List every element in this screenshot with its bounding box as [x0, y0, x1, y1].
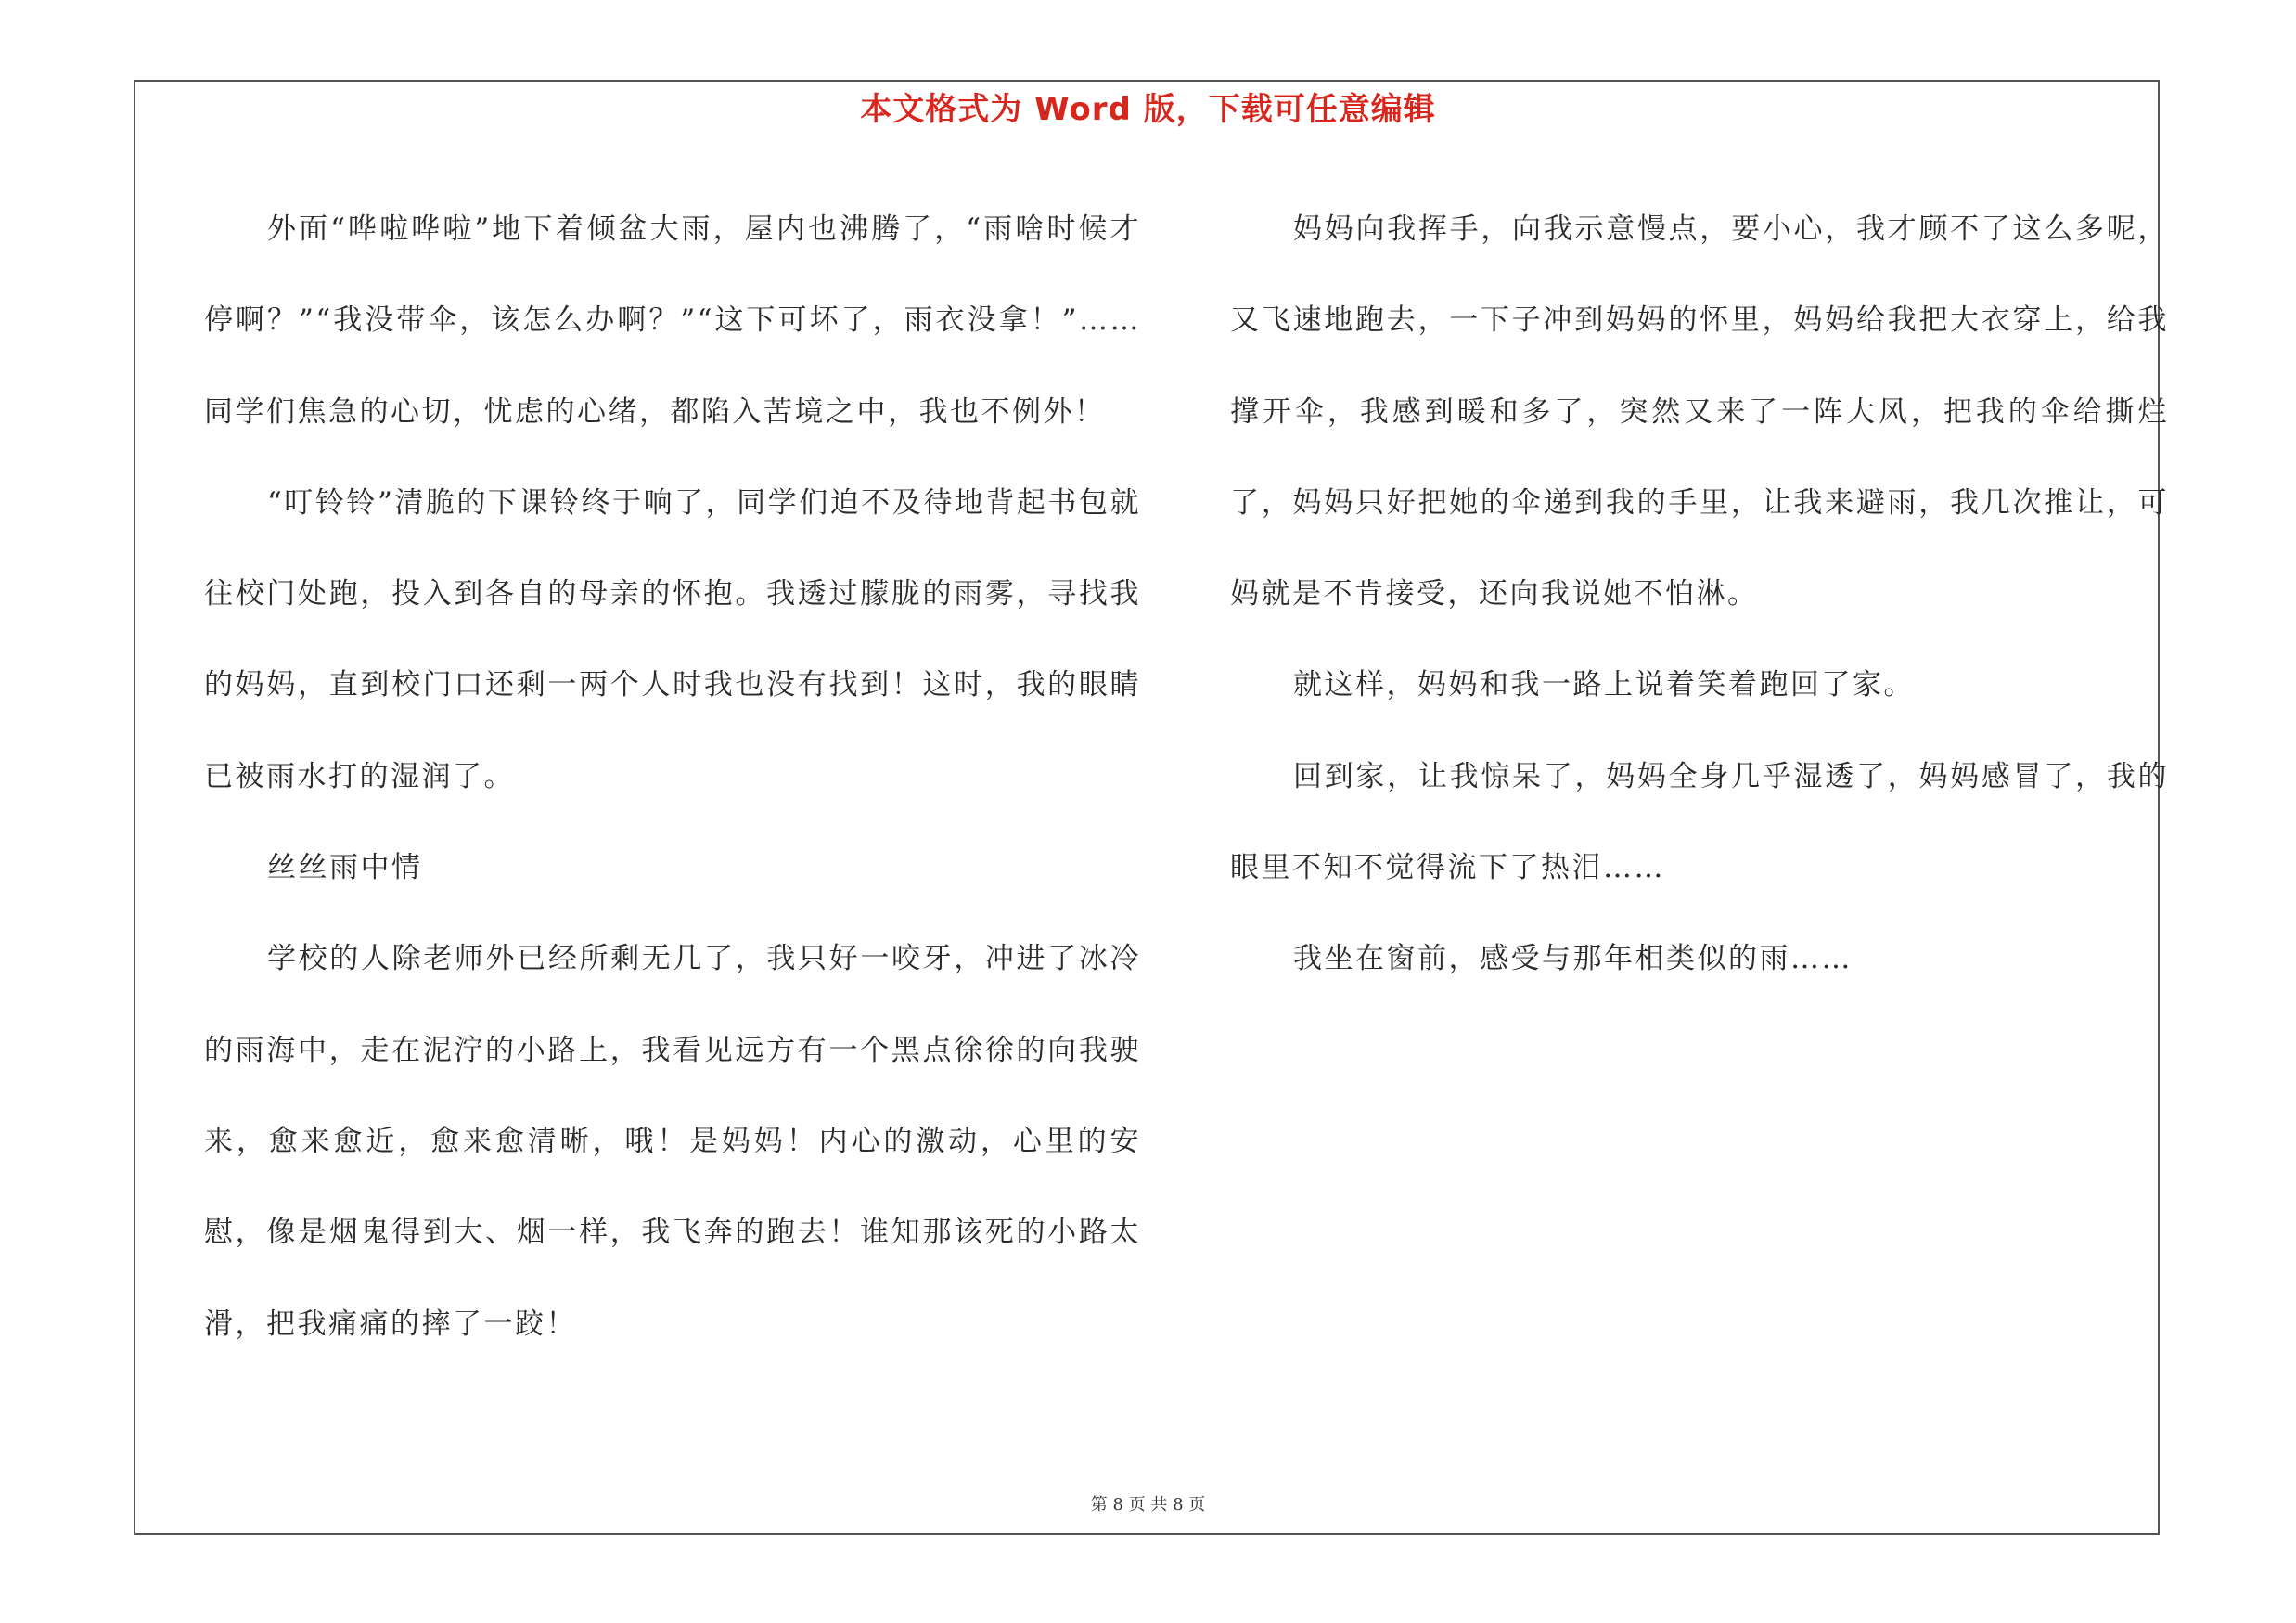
essay-subtitle: 丝丝雨中情: [267, 851, 423, 885]
paragraph-rain-classroom: 外面“哗啦哗啦”地下着倾盆大雨，屋内也沸腾了，“雨啥时候才停啊？”“我没带伞，该怎么办啊？”“这下可坏了，雨衣没拿！”……同学们焦急的心切，忧虑的心绪，都陷入苦境之中，我也不例外！: [204, 213, 1141, 429]
paragraph-run-home: 就这样，妈妈和我一路上说着笑着跑回了家。: [1293, 668, 1915, 702]
paragraph-mother-umbrella: 妈妈向我挥手，向我示意慢点，要小心，我才顾不了这么多呢，又飞速地跑去，一下子冲到妈妈的怀里，妈妈给我把大衣穿上，给我撑开伞，我感到暖和多了，突然又来了一阵大风，把我的伞给撕烂了，妈妈只好把她的伞递到我的手里，让我来避雨，我几次推让，可妈就是不肯接受，还向我说她不怕淋。: [1230, 213, 2169, 612]
paragraph-by-window: 我坐在窗前，感受与那年相类似的雨……: [1293, 942, 1853, 976]
right-text-column: [1230, 184, 2169, 1005]
paragraph-school-bell: “叮铃铃”清脆的下课铃终于响了，同学们迫不及待地背起书包就往校门处跑，投入到各自的母亲的怀抱。我透过朦胧的雨雾，寻找我的妈妈，直到校门口还剩一两个人时我也没有找到！这时，我的眼睛已被雨水打的湿润了。: [204, 485, 1141, 793]
paragraph-mother-cold: 回到家，让我惊呆了，妈妈全身几乎湿透了，妈妈感冒了，我的眼里不知不觉得流下了热泪……: [1230, 759, 2169, 885]
paragraph-muddy-road: 学校的人除老师外已经所剩无几了，我只好一咬牙，冲进了冰冷的雨海中，走在泥泞的小路上，我看见远方有一个黑点徐徐的向我驶来，愈来愈近，愈来愈清晰，哦！是妈妈！内心的激动，心里的安慰，像是烟鬼得到大、烟一样，我飞奔的跑去！谁知那该死的小路太滑，把我痛痛的摔了一跤！: [204, 942, 1141, 1341]
page-number-footer: 第 8 页 共 8 页: [1090, 1495, 1206, 1514]
format-notice-banner: 本文格式为 Word 版，下载可任意编辑: [860, 91, 1436, 128]
left-text-column: [204, 184, 1141, 1370]
